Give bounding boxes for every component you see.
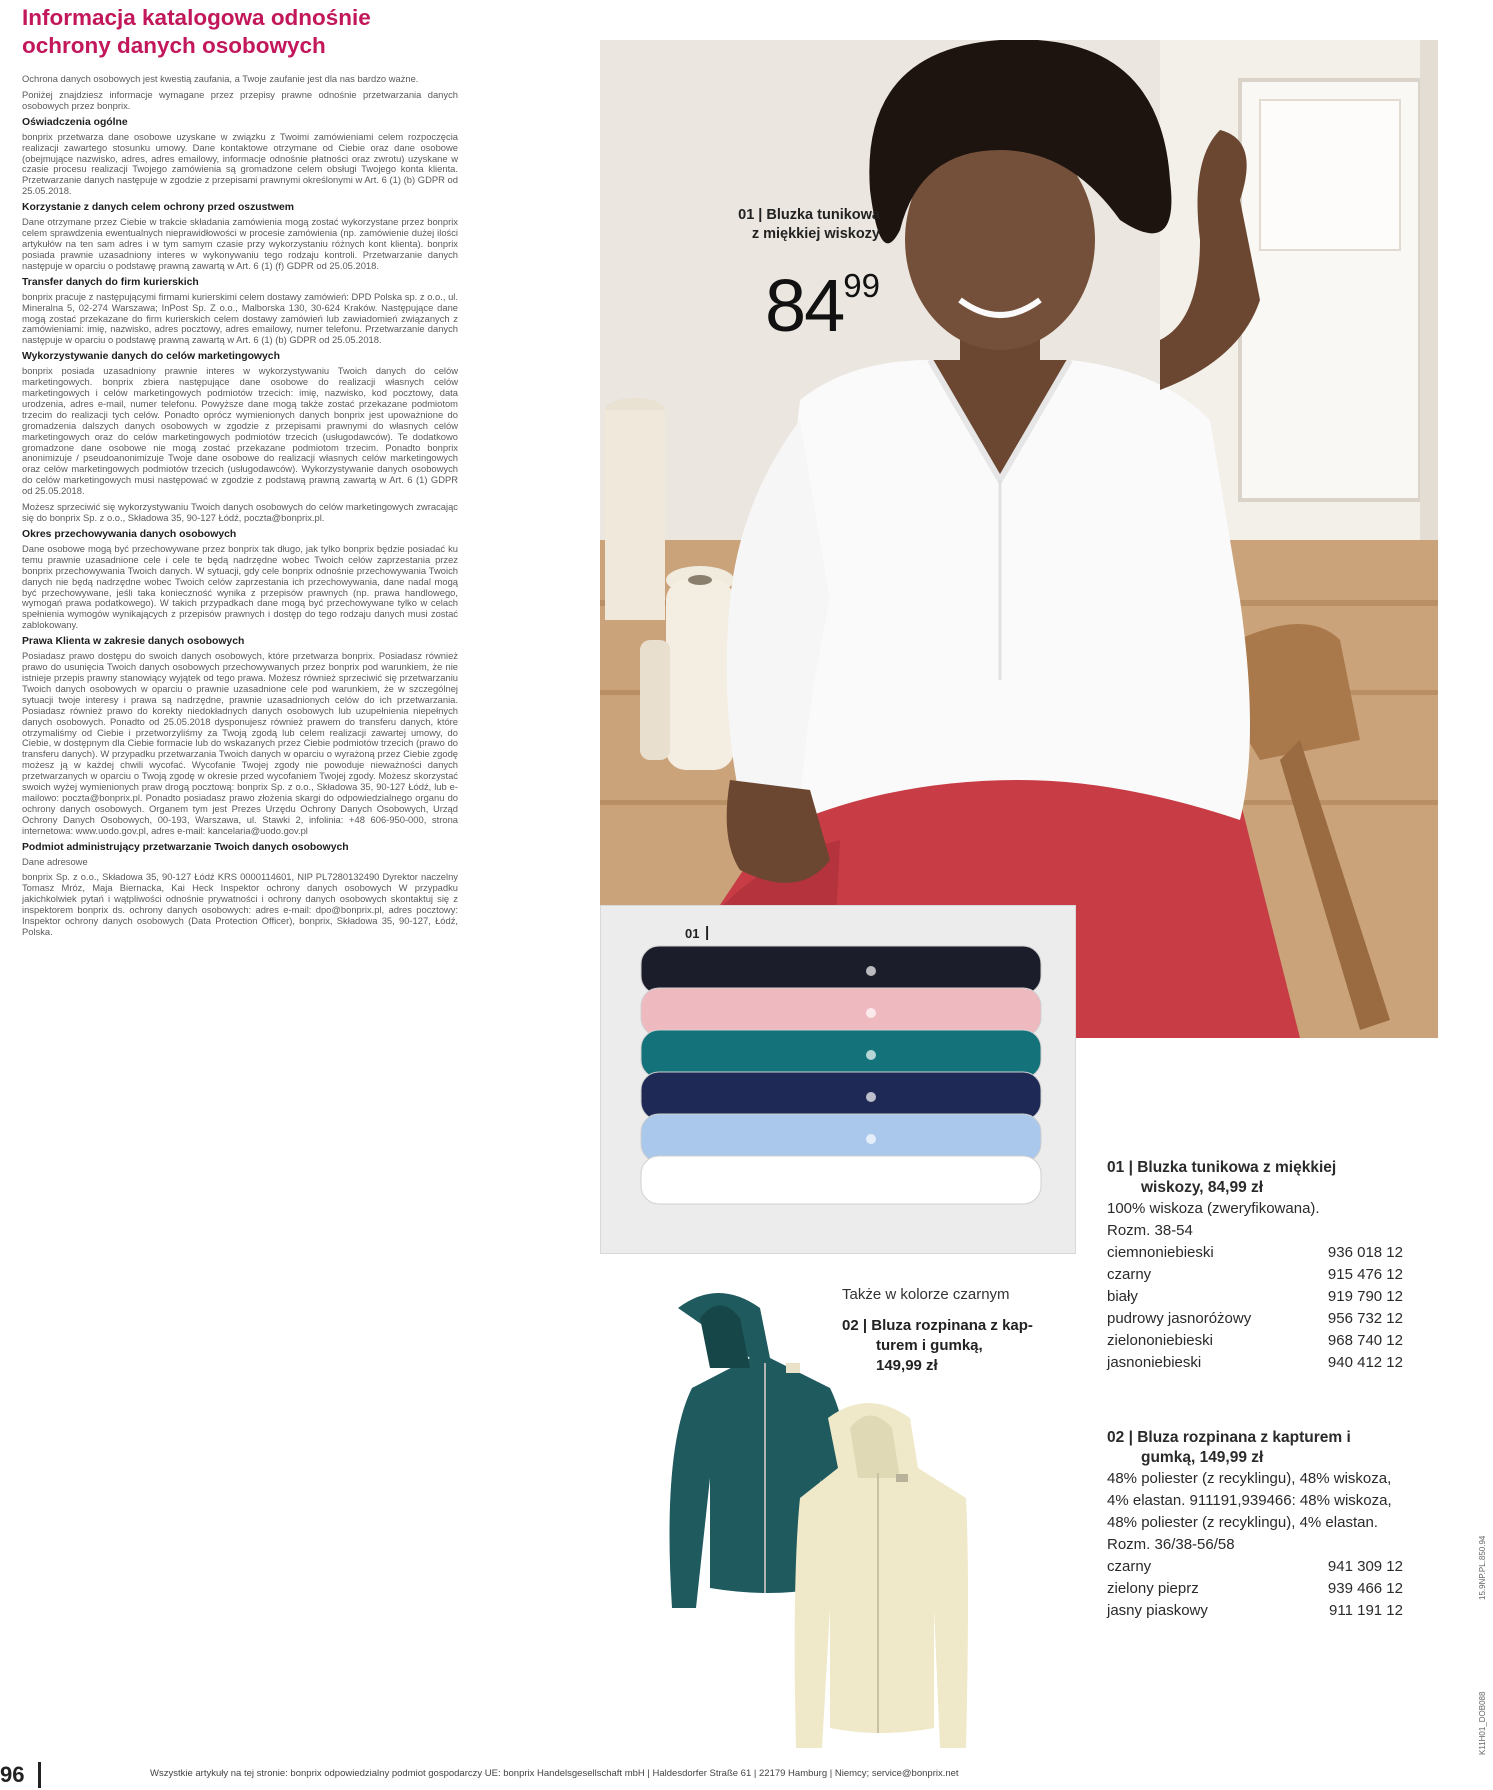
privacy-title xyxy=(22,4,458,60)
section-heading-rights: Prawa Klienta w zakresie danych osobowych xyxy=(22,636,245,648)
product-2-variant-code: 911 191 12 xyxy=(1329,1602,1403,1619)
product-1-number: 01 xyxy=(1107,1159,1125,1176)
product-2-variant-row xyxy=(1107,1600,1403,1622)
section-body-marketing-objection: Możesz sprzeciwić się wykorzystywaniu Twoich danych osobowych do celów marketingowych zwracając się do bonprix Sp. z o.o., Składowa 35, 90-127 Łódź, poczta@bonprix.pl. xyxy=(22,501,458,523)
catalog-code-b: K11H01_DOB088 xyxy=(1478,1691,1487,1755)
hero-price xyxy=(660,248,880,347)
shirt-button xyxy=(866,966,876,976)
product-1-title-line-1: Bluzka tunikowa z miękkiej xyxy=(1137,1159,1337,1176)
also-in-black: Także w kolorze czarnym xyxy=(842,1286,1010,1303)
product-2-variant-code: 939 466 12 xyxy=(1327,1580,1403,1597)
privacy-title-line-1: Informacja katalogowa odnośnie xyxy=(22,5,371,30)
product-2-title-line-2: gumką, 149,99 zł xyxy=(1141,1449,1264,1466)
product-1-variant-row xyxy=(1107,1352,1403,1374)
intro-paragraph-1: Ochrona danych osobowych jest kwestią zaufania, a Twoje zaufanie jest dla nas bardzo ważne. xyxy=(22,73,419,84)
hero-price-tag xyxy=(660,206,880,347)
folded-shirt xyxy=(641,988,1041,1036)
product-1-variant-code: 919 790 12 xyxy=(1327,1288,1403,1305)
hoodie-label-line-1: Bluza rozpinana z kap- xyxy=(871,1317,1033,1334)
catalog-code-a: 15.9NP.PL.850.94 xyxy=(1478,1535,1487,1600)
section-heading-marketing: Wykorzystywanie danych do celów marketingowych xyxy=(22,351,280,363)
section-body-controller: bonprix Sp. z o.o., Składowa 35, 90-127 Łódź KRS 0000114601, NIP PL7280132490 Dyrektor naczelny Tomasz Mróz, Maja Biernacka, Kai Heck Inspektor ochrony danych osobowych W przypadku jakichkolwiek pytań i wątpliwości odnośnie prywatności i ochrony danych osobowych skontaktuj się z inspektorem bonprix ds. ochrony danych osobowych: adres e-mail: dpo@bonprix.pl, adres pocztowy: Inspektor ochrony danych osobowych (Data Protection Officer), bonprix, Składowa 35, 90-127, Łódź, Polska. xyxy=(22,871,458,937)
hero-price-main: 84 xyxy=(764,264,844,347)
privacy-body xyxy=(22,74,458,938)
hero-product-name-line-1: Bluzka tunikowa xyxy=(766,207,880,223)
shirt-button xyxy=(866,1008,876,1018)
section-heading-retention: Okres przechowywania danych osobowych xyxy=(22,528,237,540)
product-2-material: 48% poliester (z recyklingu), 48% wiskoza, 4% elastan. 911191,939466: 48% wiskoza, 48% poliester (z recyklingu), 4% elastan. xyxy=(1107,1470,1392,1531)
shirt-button xyxy=(866,1134,876,1144)
product-1-variant-row xyxy=(1107,1330,1403,1352)
product-2-title-line-1: Bluza rozpinana z kapturem i xyxy=(1137,1429,1351,1446)
footer-legal-text: Wszystkie artykuły na tej stronie: bonprix odpowiedzialny podmiot gospodarczy UE: bonprix Handelsgesellschaft mbH | Haldesdorfer Straße 61 | 22179 Hamburg | Niemcy; service@bonprix.net xyxy=(150,1768,959,1779)
folded-shirt xyxy=(641,946,1041,994)
product-1-variant-color: pudrowy jasnoróżowy xyxy=(1107,1310,1252,1327)
product-2-info xyxy=(1107,1428,1403,1622)
section-body-general: bonprix przetwarza dane osobowe uzyskane w związku z Twoimi zamówieniami celem rozpoczęcia realizacji zawartego stosunku umowy. Dane kontaktowe otrzymane od Ciebie oraz dane osobowe (obejmujące nazwisko, adres, adres emailowy, informacje odnośnie płatności oraz zwrotu) uzyskane w czasie procesu realizacji Twojego zamówienia są gromadzone celem obsługi Twojego konta klienta. Przetwarzanie danych następuje w zgodzie z przepisami prawnymi określonymi w Art. 6 (1) (b) GDPR od 25.05.2018. xyxy=(22,130,458,197)
page-number: 96 xyxy=(0,1762,25,1787)
shirt-button xyxy=(866,1176,876,1186)
product-2-sizes: Rozm. 36/38-56/58 xyxy=(1107,1536,1235,1553)
shirt-stack-number: 01 xyxy=(685,926,700,941)
privacy-title-line-2: ochrony danych osobowych xyxy=(22,33,326,58)
shirt-stack-illustration xyxy=(601,906,1076,1254)
hoodie-label-number: 02 xyxy=(842,1317,859,1334)
hero-product-name-line-2: z miękkiej wiskozy xyxy=(751,226,880,242)
hero-price-cents: 99 xyxy=(843,267,880,304)
hero-product-name xyxy=(660,206,880,244)
folded-shirt xyxy=(641,1114,1041,1162)
section-body-marketing: bonprix posiada uzasadniony prawnie interes w wykorzystywaniu Twoich danych do celów marketingowych. bonprix zbiera następujące dane osobowe do realizacji własnych celów marketingowych i celów marketingowych podmiotów trzecich: imię, nazwisko, kod pocztowy, data urodzenia, adres e-mail, numer telefonu. Powyższe dane mogą także zostać przekazane podmiotom trzecim do realizacji tych celów. Ponadto oprócz wymienionych danych bonprix jest upoważnione do gromadzenia dalszych danych osobowych w zgodzie z przepisami prawnymi do własnych celów marketingowych oraz do celów marketingowych podmiotów trzecich (usługodawców). Te dodatkowo gromadzone dane osobowe nie mogą zostać przekazane podmiotom trzecim. Ponadto bonprix anonimizuje / pseudoanonimizuje Twoje dane osobowe do realizacji własnych celów marketingowych oraz celów marketingowych podmiotów trzecich (usługodawców). Wykorzystywanie danych osobowych do celów marketingowych musi następować w zgodzie z podstawą prawną zawartą w Art. 6 (1) GDPR od 25.05.2018. xyxy=(22,365,458,497)
product-1-variant-color: zielononiebieski xyxy=(1107,1332,1213,1349)
product-1-variant-code: 968 740 12 xyxy=(1327,1332,1403,1349)
section-body-controller-label: Dane adresowe xyxy=(22,855,88,867)
product-2-title xyxy=(1107,1428,1403,1468)
product-2-variant-color: zielony pieprz xyxy=(1107,1580,1199,1597)
product-2-variant-color: czarny xyxy=(1107,1558,1152,1575)
page-number-divider xyxy=(38,1762,41,1788)
product-1-variant-code: 956 732 12 xyxy=(1327,1310,1403,1327)
product-2-variant-code: 941 309 12 xyxy=(1327,1558,1403,1575)
shirt-stack-separator: | xyxy=(705,924,710,941)
product-1-title-line-2: wiskozy, 84,99 zł xyxy=(1141,1179,1264,1196)
hoodie-label-line-2: turem i gumką, xyxy=(876,1337,983,1354)
product-1-variant-code: 915 476 12 xyxy=(1327,1266,1403,1283)
folded-shirt xyxy=(641,1072,1041,1120)
product-2-separator: | xyxy=(1128,1429,1138,1446)
product-2-number: 02 xyxy=(1107,1429,1125,1446)
product-1-variant-color: biały xyxy=(1107,1288,1138,1305)
model-illustration xyxy=(600,40,1438,1038)
product-1-separator: | xyxy=(1128,1159,1138,1176)
section-heading-couriers: Transfer danych do firm kurierskich xyxy=(22,276,199,288)
shirt-button xyxy=(866,1050,876,1060)
product-2-variant-row xyxy=(1107,1556,1403,1578)
product-1-variant-code: 936 018 12 xyxy=(1327,1244,1403,1261)
hoodie-label xyxy=(842,1316,1082,1376)
hero-product-number: 01 xyxy=(738,207,755,223)
shirt-stack-photo xyxy=(600,905,1076,1254)
shirt-button xyxy=(866,1092,876,1102)
product-1-variant-row xyxy=(1107,1308,1403,1330)
hoodie-label-separator: | xyxy=(862,1317,872,1334)
hero-separator: | xyxy=(758,207,767,223)
product-2-variant-row xyxy=(1107,1578,1403,1600)
model-photo xyxy=(600,40,1438,1038)
privacy-notice xyxy=(22,4,458,943)
product-1-variant-color: jasnoniebieski xyxy=(1107,1354,1202,1371)
hoodie-label-line-3: 149,99 zł xyxy=(876,1357,938,1374)
product-1-variant-color: czarny xyxy=(1107,1266,1152,1283)
section-body-fraud: Dane otrzymane przez Ciebie w trakcie składania zamówienia mogą zostać wykorzystane przez bonprix celem sprawdzenia ewentualnych nieprawidłowości w procesie zamówienia (np. zamówienie dużej ilości artykułów na ten sam adres i w tym samym czasie przy wykorzystaniu różnych kont klienta). bonprix posiada prawnie uzasadniony interes w wykonywaniu tego rodzaju kontroli. Przetwarzanie danych następuje w oparciu o podstawę prawną zawartą w Art. 6 (1) (f) GDPR od 25.05.2018. xyxy=(22,216,458,271)
product-1-title xyxy=(1107,1158,1403,1198)
product-1-variant-code: 940 412 12 xyxy=(1327,1354,1403,1371)
product-2-variant-color: jasny piaskowy xyxy=(1107,1602,1208,1619)
product-1-info xyxy=(1107,1158,1403,1374)
folded-shirt xyxy=(641,1030,1041,1078)
product-1-variant-row xyxy=(1107,1286,1403,1308)
product-1-variant-row xyxy=(1107,1242,1403,1264)
product-1-sizes: Rozm. 38-54 xyxy=(1107,1222,1193,1239)
shirt-stack xyxy=(641,946,1041,1204)
product-1-variant-row xyxy=(1107,1264,1403,1286)
product-1-material: 100% wiskoza (zweryfikowana). xyxy=(1107,1200,1320,1217)
section-heading-controller: Podmiot administrujący przetwarzanie Twoich danych osobowych xyxy=(22,841,349,853)
section-body-rights: Posiadasz prawo dostępu do swoich danych osobowych, które przetwarza bonprix. Posiadasz również prawo do usunięcia Twoich danych osobowych przechowywanych przez bonprix pod warunkiem, że nie istnieje przepis prawny stanowiący wyjątek od tego prawa. Możesz również sprzeciwić się przetwarzaniu Twoich danych osobowych w oparciu o prawnie uzasadnione cele pod warunkiem, że w szczególnej sytuacji twoje interesy i prawa są nadrzędne, prawnie uzasadnionych celów do ich przetwarzania. Posiadasz również prawo do korekty niedokładnych danych osobowych lub uzupełnienia niepełnych danych osobowych. Ponadto od 25.05.2018 dysponujesz również prawem do transferu danych, które otrzymaliśmy od Ciebie i przetworzyliśmy za Twoją zgodą lub celem realizacji zawartej umowy, do Ciebie, w dostępnym dla Ciebie formacie lub do wskazanych przez Ciebie podmiotów trzecich (prawo do transferu danych). W przypadku przetwarzania Twoich danych w oparciu o wyrażoną przez Ciebie zgodę możesz ją w każdej chwili wycofać. Wycofanie Twojej zgody nie powoduje nieważności danych przetwarzanych w oparciu o Twoją zgodę w okresie przed wycofaniem Twojej zgody. Możesz skorzystać swoich wyżej wymienionych praw drogą pocztową: bonprix Sp. z o.o., Składowa 35, 90-127 Łódź, lub e-mailowo: poczta@bonprix.pl. Ponadto posiadasz prawo złożenia skargi do odpowiedzialnego organu do ochrony danych osobowych. Organem tym jest Prezes Urzędu Ochrony Danych Osobowych, Urząd Ochrony Danych Osobowych, 00-193, Warszawa, ul. Stawki 2, infolinia: +48 606-950-000, strona internetowa: www.uodo.gov.pl, adres e-mail: kancelaria@uodo.gov.pl xyxy=(22,650,458,836)
product-2-variant-list xyxy=(1107,1556,1403,1622)
intro-paragraph-2: Poniżej znajdziesz informacje wymagane przez przepisy prawne odnośnie przetwarzania danych osobowych przez bonprix. xyxy=(22,88,458,111)
section-heading-general: Oświadczenia ogólne xyxy=(22,116,128,128)
section-heading-fraud: Korzystanie z danych celem ochrony przed oszustwem xyxy=(22,202,294,214)
section-body-couriers: bonprix pracuje z następującymi firmami kurierskimi celem dostawy zamówień: DPD Polska sp. z o.o., ul. Mineralna 5, 02-274 Warszawa; InPost Sp. Z o.o., Malborska 130, 30-624 Kraków. Następujące dane mogą zostać przekazane do firm kurierskich celem dostawy zamówień lub zawiadomień związanych z zamówieniami: imię, nazwisko, adres pocztowy, adres emailowy, numer telefonu. Przetwarzanie danych następuje w oparciu o podstawę prawną zawartą w Art. 6 (1) (b) GDPR od 25.05.2018. xyxy=(22,290,458,346)
product-1-variant-color: ciemnoniebieski xyxy=(1107,1244,1214,1261)
section-body-retention: Dane osobowe mogą być przechowywane przez bonprix tak długo, jak tylko bonprix będzie posiadać ku temu prawnie uzasadnione cele i cele te będą nadrzędne wobec Twoich celów zaprzestania przez bonprix przechowywania Twoich danych. W sytuacji, gdy cele bonprix odnośnie przechowywania Twoich danych nie będą nadrzędne wobec Twoich celów zaprzestania ich przechowywania, dane nadal mogą być przechowywane, jeśli taka konieczność wynika z przepisów prawnych (np. prawa handlowego, wymogań prawa podatkowego). W takich przypadkach dane mogą być przechowywane tylko w celach spełnienia wymogów wynikających z przepisów prawnych i dostęp do tego rodzaju danych musi zostać zablokowany. xyxy=(22,542,458,631)
product-1-variant-list xyxy=(1107,1242,1403,1374)
folded-shirt xyxy=(641,1156,1041,1204)
